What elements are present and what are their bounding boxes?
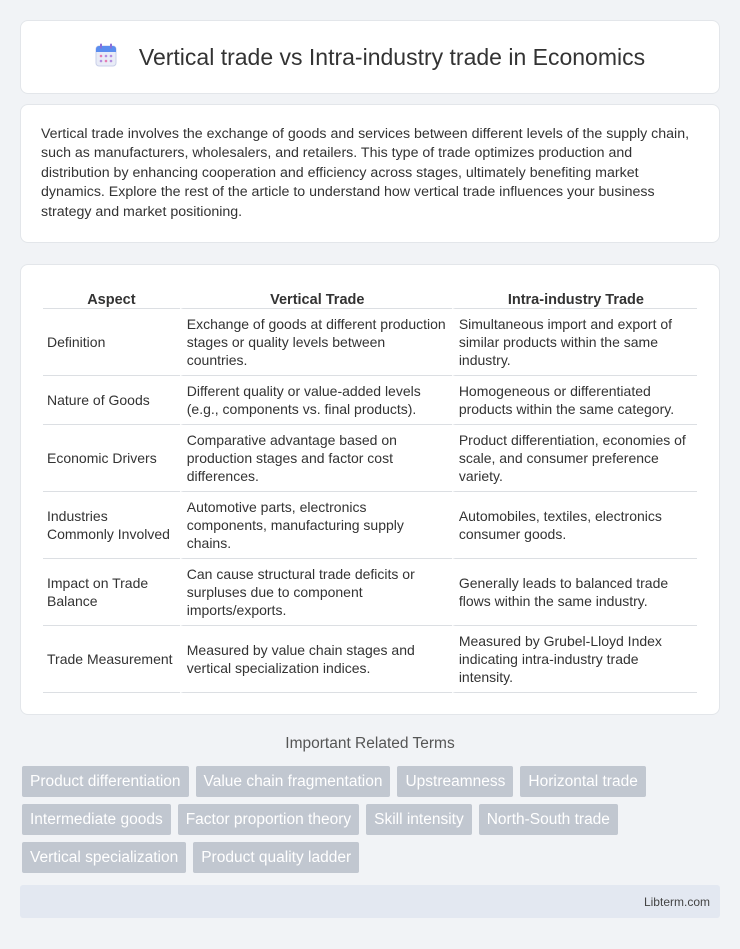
comparison-table	[43, 287, 697, 693]
table-row	[43, 626, 697, 693]
comparison-table-card	[20, 264, 720, 715]
term-tag[interactable]: Vertical specialization	[22, 842, 186, 873]
term-tag[interactable]: Skill intensity	[366, 804, 472, 835]
table-row	[43, 425, 697, 492]
page-title: Vertical trade vs Intra-industry trade in Economics	[138, 43, 646, 70]
term-tag[interactable]: Upstreamness	[397, 766, 513, 797]
header-vertical-trade: Vertical Trade	[180, 287, 452, 309]
row-intra: Generally leads to balanced trade flows within the same industry.	[452, 559, 697, 626]
row-vertical: Different quality or value-added levels (e.g., components vs. final products).	[180, 376, 452, 425]
calendar-icon	[95, 43, 117, 72]
row-intra: Homogeneous or differentiated products within the same category.	[452, 376, 697, 425]
row-aspect: Industries Commonly Involved	[43, 492, 180, 559]
row-vertical: Comparative advantage based on production stages and factor cost differences.	[180, 425, 452, 492]
table-header-row	[43, 287, 697, 309]
row-intra: Measured by Grubel-Lloyd Index indicating intra-industry trade intensity.	[452, 626, 697, 693]
header-intra-industry-trade: Intra-industry Trade	[452, 287, 697, 309]
term-tag[interactable]: Horizontal trade	[520, 766, 645, 797]
row-aspect: Impact on Trade Balance	[43, 559, 180, 626]
related-terms-list	[22, 766, 722, 873]
footer	[20, 885, 720, 918]
intro-paragraph: Vertical trade involves the exchange of goods and services between different levels of the supply chain, such as manufacturers, wholesalers, and retailers. This type of trade optimizes production and distribution by enhancing cooperation and efficiency across stages, ultimately benefiting market dynamics. Explore the rest of the article to understand how vertical trade influences your business strategy and market positioning.	[41, 126, 690, 220]
term-tag[interactable]: Product quality ladder	[193, 842, 359, 873]
term-tag[interactable]: North-South trade	[479, 804, 618, 835]
related-terms-title: Important Related Terms	[285, 735, 455, 752]
row-aspect: Nature of Goods	[43, 376, 180, 425]
row-aspect: Trade Measurement	[43, 626, 180, 693]
table-row	[43, 376, 697, 425]
row-vertical: Can cause structural trade deficits or surpluses due to component imports/exports.	[180, 559, 452, 626]
row-intra: Product differentiation, economies of scale, and consumer preference variety.	[452, 425, 697, 492]
table-row	[43, 309, 697, 376]
row-intra: Simultaneous import and export of similar products within the same industry.	[452, 309, 697, 376]
header-card	[20, 20, 720, 94]
row-vertical: Measured by value chain stages and vertical specialization indices.	[180, 626, 452, 693]
row-intra: Automobiles, textiles, electronics consumer goods.	[452, 492, 697, 559]
footer-site-link[interactable]: Libterm.com	[643, 894, 710, 909]
row-vertical: Exchange of goods at different production stages or quality levels between countries.	[180, 309, 452, 376]
term-tag[interactable]: Value chain fragmentation	[196, 766, 391, 797]
term-tag[interactable]: Product differentiation	[22, 766, 189, 797]
row-aspect: Economic Drivers	[43, 425, 180, 492]
term-tag[interactable]: Intermediate goods	[22, 804, 171, 835]
table-row	[43, 559, 697, 626]
table-row	[43, 492, 697, 559]
intro-card	[20, 104, 720, 243]
header-aspect: Aspect	[43, 287, 180, 309]
row-aspect: Definition	[43, 309, 180, 376]
term-tag[interactable]: Factor proportion theory	[178, 804, 359, 835]
row-vertical: Automotive parts, electronics components, manufacturing supply chains.	[180, 492, 452, 559]
